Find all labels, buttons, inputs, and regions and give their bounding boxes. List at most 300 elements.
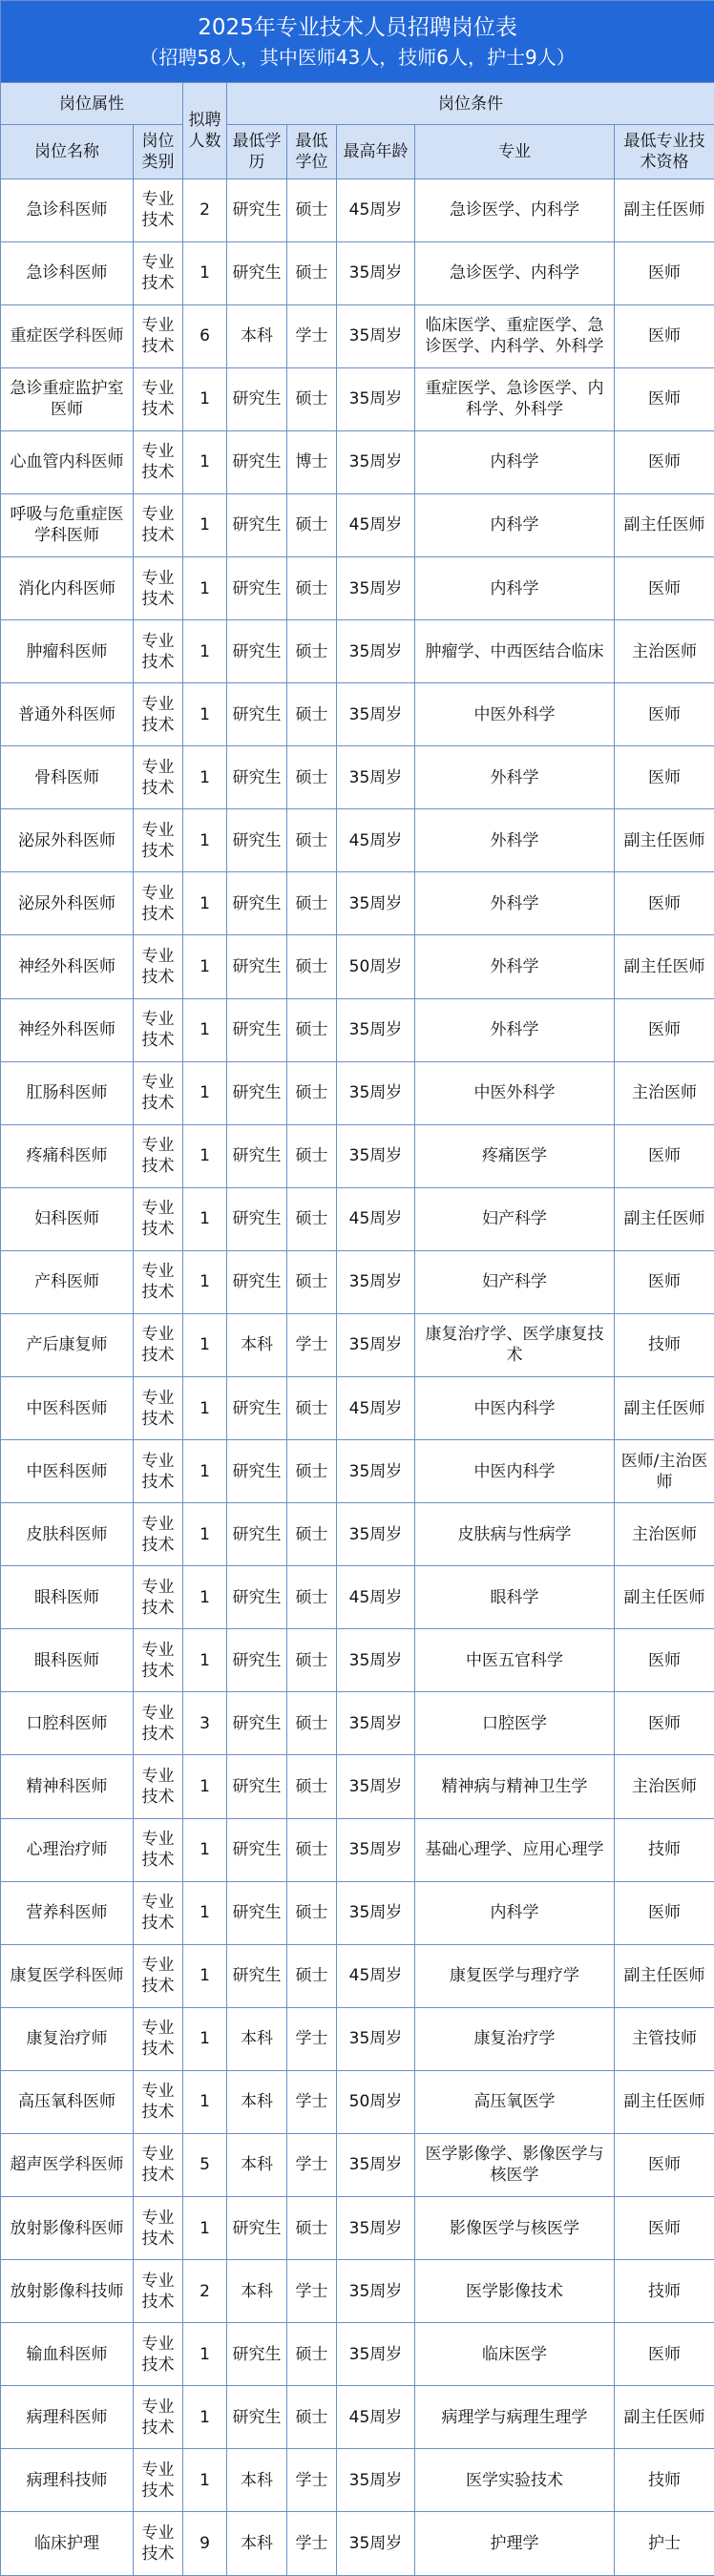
cell-major: 内科学	[415, 493, 615, 556]
cell-position-name: 心血管内科医师	[1, 430, 134, 493]
cell-position-name: 泌尿外科医师	[1, 872, 134, 935]
cell-position-name: 产后康复师	[1, 1313, 134, 1376]
cell-major: 口腔医学	[415, 1692, 615, 1755]
cell-max-age: 35周岁	[337, 367, 415, 430]
table-row	[1, 1313, 714, 1376]
cell-max-age: 35周岁	[337, 746, 415, 809]
cell-min-education: 本科	[227, 2070, 287, 2133]
cell-headcount: 1	[183, 1377, 227, 1440]
cell-min-qualification: 技师	[615, 1313, 714, 1376]
cell-position-category: 专业技术	[134, 2007, 183, 2070]
cell-position-name: 眼科医师	[1, 1566, 134, 1629]
cell-max-age: 35周岁	[337, 430, 415, 493]
cell-min-education: 研究生	[227, 809, 287, 872]
cell-major: 中医外科学	[415, 1061, 615, 1124]
cell-position-category: 专业技术	[134, 2197, 183, 2260]
cell-max-age: 45周岁	[337, 1377, 415, 1440]
cell-min-qualification: 技师	[615, 2260, 714, 2323]
cell-min-education: 研究生	[227, 1944, 287, 2007]
cell-position-name: 肛肠科医师	[1, 1061, 134, 1124]
header-position-name: 岗位名称	[1, 125, 134, 178]
cell-major: 病理学与病理生理学	[415, 2386, 615, 2449]
cell-max-age: 35周岁	[337, 1124, 415, 1187]
cell-max-age: 35周岁	[337, 872, 415, 935]
cell-position-category: 专业技术	[134, 1440, 183, 1503]
cell-major: 疼痛医学	[415, 1124, 615, 1187]
table-row	[1, 1061, 714, 1124]
cell-min-degree: 硕士	[287, 1944, 337, 2007]
cell-min-education: 本科	[227, 2449, 287, 2512]
table-row	[1, 2449, 714, 2512]
table-row	[1, 1566, 714, 1629]
cell-position-category: 专业技术	[134, 2133, 183, 2196]
table-row	[1, 1818, 714, 1881]
cell-headcount: 1	[183, 241, 227, 304]
cell-min-qualification: 医师	[615, 367, 714, 430]
cell-headcount: 1	[183, 620, 227, 683]
cell-position-category: 专业技术	[134, 1061, 183, 1124]
table-row	[1, 809, 714, 872]
cell-major: 急诊医学、内科学	[415, 241, 615, 304]
cell-position-category: 专业技术	[134, 2386, 183, 2449]
cell-min-degree: 学士	[287, 1313, 337, 1376]
cell-min-degree: 硕士	[287, 1818, 337, 1881]
cell-position-name: 中医科医师	[1, 1377, 134, 1440]
table-row	[1, 2070, 714, 2133]
table-row	[1, 304, 714, 367]
cell-min-education: 研究生	[227, 1881, 287, 1944]
table-row	[1, 998, 714, 1061]
cell-position-name: 放射影像科医师	[1, 2197, 134, 2260]
cell-major: 内科学	[415, 430, 615, 493]
cell-major: 基础心理学、应用心理学	[415, 1818, 615, 1881]
table-row	[1, 178, 714, 241]
table-row	[1, 430, 714, 493]
cell-headcount: 1	[183, 1313, 227, 1376]
cell-max-age: 35周岁	[337, 241, 415, 304]
cell-position-category: 专业技术	[134, 2323, 183, 2386]
cell-position-category: 专业技术	[134, 304, 183, 367]
cell-position-name: 产科医师	[1, 1250, 134, 1313]
header-min-degree: 最低学位	[287, 125, 337, 178]
cell-position-category: 专业技术	[134, 178, 183, 241]
cell-position-category: 专业技术	[134, 241, 183, 304]
cell-major: 外科学	[415, 746, 615, 809]
cell-major: 重症医学、急诊医学、内科学、外科学	[415, 367, 615, 430]
table-row	[1, 1440, 714, 1503]
cell-min-qualification: 技师	[615, 1818, 714, 1881]
cell-min-degree: 学士	[287, 2133, 337, 2196]
cell-max-age: 35周岁	[337, 683, 415, 746]
cell-headcount: 1	[183, 2323, 227, 2386]
cell-headcount: 1	[183, 746, 227, 809]
table-row	[1, 1629, 714, 1692]
cell-min-degree: 硕士	[287, 178, 337, 241]
cell-min-education: 研究生	[227, 1692, 287, 1755]
table-row	[1, 746, 714, 809]
cell-min-qualification: 医师	[615, 1629, 714, 1692]
cell-position-name: 消化内科医师	[1, 557, 134, 620]
cell-position-name: 妇科医师	[1, 1187, 134, 1250]
cell-max-age: 35周岁	[337, 1881, 415, 1944]
cell-min-education: 研究生	[227, 1629, 287, 1692]
cell-min-qualification: 副主任医师	[615, 2386, 714, 2449]
cell-min-qualification: 主治医师	[615, 620, 714, 683]
cell-min-degree: 硕士	[287, 1250, 337, 1313]
cell-headcount: 9	[183, 2512, 227, 2576]
cell-headcount: 5	[183, 2133, 227, 2196]
cell-min-degree: 硕士	[287, 620, 337, 683]
cell-headcount: 1	[183, 1061, 227, 1124]
cell-min-degree: 硕士	[287, 683, 337, 746]
cell-min-qualification: 主管技师	[615, 2007, 714, 2070]
cell-position-category: 专业技术	[134, 620, 183, 683]
table-row	[1, 2323, 714, 2386]
cell-min-education: 研究生	[227, 2323, 287, 2386]
cell-position-name: 神经外科医师	[1, 935, 134, 998]
cell-position-name: 病理科医师	[1, 2386, 134, 2449]
cell-position-name: 神经外科医师	[1, 998, 134, 1061]
cell-max-age: 35周岁	[337, 620, 415, 683]
cell-min-degree: 硕士	[287, 493, 337, 556]
cell-min-education: 研究生	[227, 557, 287, 620]
cell-max-age: 35周岁	[337, 1503, 415, 1566]
cell-max-age: 50周岁	[337, 935, 415, 998]
header-max-age: 最高年龄	[337, 125, 415, 178]
header-major: 专业	[415, 125, 615, 178]
cell-min-degree: 硕士	[287, 1881, 337, 1944]
cell-min-education: 本科	[227, 2133, 287, 2196]
cell-min-qualification: 副主任医师	[615, 809, 714, 872]
cell-min-education: 研究生	[227, 1124, 287, 1187]
table-row	[1, 1187, 714, 1250]
cell-major: 医学影像学、影像医学与核医学	[415, 2133, 615, 2196]
cell-headcount: 1	[183, 430, 227, 493]
cell-min-degree: 硕士	[287, 1692, 337, 1755]
cell-headcount: 1	[183, 2007, 227, 2070]
cell-min-qualification: 医师	[615, 2133, 714, 2196]
cell-position-name: 康复治疗师	[1, 2007, 134, 2070]
cell-min-qualification: 主治医师	[615, 1503, 714, 1566]
table-row	[1, 2386, 714, 2449]
cell-min-education: 研究生	[227, 1187, 287, 1250]
cell-min-education: 研究生	[227, 998, 287, 1061]
cell-min-education: 研究生	[227, 935, 287, 998]
cell-major: 外科学	[415, 998, 615, 1061]
cell-major: 眼科学	[415, 1566, 615, 1629]
cell-min-degree: 硕士	[287, 746, 337, 809]
header-position-attributes: 岗位属性	[1, 83, 183, 125]
cell-headcount: 1	[183, 367, 227, 430]
cell-position-category: 专业技术	[134, 367, 183, 430]
title-row	[1, 1, 714, 83]
header-row-columns	[1, 125, 714, 178]
cell-max-age: 35周岁	[337, 557, 415, 620]
cell-position-name: 输血科医师	[1, 2323, 134, 2386]
header-min-education: 最低学历	[227, 125, 287, 178]
cell-major: 内科学	[415, 1881, 615, 1944]
table-row	[1, 493, 714, 556]
cell-major: 内科学	[415, 557, 615, 620]
cell-max-age: 45周岁	[337, 1566, 415, 1629]
cell-min-degree: 硕士	[287, 2386, 337, 2449]
table-row	[1, 1503, 714, 1566]
cell-min-education: 本科	[227, 304, 287, 367]
cell-max-age: 35周岁	[337, 2133, 415, 2196]
table-subtitle: （招聘58人，其中医师43人，技师6人，护士9人）	[139, 45, 576, 69]
cell-position-name: 病理科技师	[1, 2449, 134, 2512]
cell-position-name: 疼痛科医师	[1, 1124, 134, 1187]
cell-max-age: 35周岁	[337, 2007, 415, 2070]
header-position-conditions: 岗位条件	[227, 83, 714, 125]
cell-headcount: 1	[183, 1755, 227, 1818]
cell-min-qualification: 医师	[615, 683, 714, 746]
table-row	[1, 2133, 714, 2196]
table-row	[1, 1755, 714, 1818]
cell-position-category: 专业技术	[134, 1755, 183, 1818]
cell-headcount: 1	[183, 2449, 227, 2512]
cell-position-category: 专业技术	[134, 683, 183, 746]
cell-min-degree: 硕士	[287, 1061, 337, 1124]
cell-min-education: 研究生	[227, 1377, 287, 1440]
cell-position-category: 专业技术	[134, 998, 183, 1061]
cell-max-age: 35周岁	[337, 2323, 415, 2386]
header-row-group	[1, 83, 714, 125]
cell-min-education: 研究生	[227, 746, 287, 809]
cell-position-category: 专业技术	[134, 1503, 183, 1566]
cell-major: 护理学	[415, 2512, 615, 2576]
cell-major: 中医内科学	[415, 1377, 615, 1440]
cell-position-category: 专业技术	[134, 2260, 183, 2323]
cell-max-age: 35周岁	[337, 1061, 415, 1124]
cell-headcount: 1	[183, 809, 227, 872]
cell-headcount: 1	[183, 1124, 227, 1187]
cell-position-category: 专业技术	[134, 1692, 183, 1755]
cell-position-name: 普通外科医师	[1, 683, 134, 746]
cell-headcount: 1	[183, 2386, 227, 2449]
cell-headcount: 3	[183, 1692, 227, 1755]
cell-min-education: 研究生	[227, 430, 287, 493]
cell-min-education: 研究生	[227, 872, 287, 935]
cell-headcount: 1	[183, 1818, 227, 1881]
cell-min-qualification: 医师	[615, 1692, 714, 1755]
cell-min-qualification: 护士	[615, 2512, 714, 2576]
cell-min-degree: 学士	[287, 2007, 337, 2070]
cell-major: 急诊医学、内科学	[415, 178, 615, 241]
table-row	[1, 683, 714, 746]
header-min-qualification: 最低专业技术资格	[615, 125, 714, 178]
cell-min-education: 本科	[227, 2260, 287, 2323]
cell-major: 精神病与精神卫生学	[415, 1755, 615, 1818]
cell-max-age: 35周岁	[337, 1692, 415, 1755]
cell-position-name: 放射影像科技师	[1, 2260, 134, 2323]
cell-position-name: 急诊科医师	[1, 241, 134, 304]
cell-position-category: 专业技术	[134, 872, 183, 935]
table-title-cell	[1, 1, 714, 83]
cell-min-education: 研究生	[227, 1818, 287, 1881]
cell-min-qualification: 副主任医师	[615, 1566, 714, 1629]
cell-min-degree: 硕士	[287, 935, 337, 998]
cell-position-category: 专业技术	[134, 2512, 183, 2576]
cell-max-age: 35周岁	[337, 304, 415, 367]
cell-min-qualification: 主治医师	[615, 1755, 714, 1818]
cell-major: 高压氧医学	[415, 2070, 615, 2133]
cell-min-qualification: 副主任医师	[615, 1187, 714, 1250]
cell-major: 医学影像技术	[415, 2260, 615, 2323]
cell-headcount: 1	[183, 683, 227, 746]
cell-position-name: 精神科医师	[1, 1755, 134, 1818]
cell-max-age: 35周岁	[337, 1313, 415, 1376]
cell-position-category: 专业技术	[134, 1313, 183, 1376]
cell-min-degree: 硕士	[287, 1124, 337, 1187]
cell-min-degree: 硕士	[287, 1629, 337, 1692]
cell-min-qualification: 副主任医师	[615, 178, 714, 241]
cell-min-qualification: 医师/主治医师	[615, 1440, 714, 1503]
table-row	[1, 1124, 714, 1187]
cell-position-category: 专业技术	[134, 1566, 183, 1629]
cell-max-age: 45周岁	[337, 2386, 415, 2449]
cell-min-qualification: 医师	[615, 1124, 714, 1187]
cell-headcount: 1	[183, 998, 227, 1061]
table-row	[1, 1250, 714, 1313]
cell-min-education: 研究生	[227, 1503, 287, 1566]
table-row	[1, 557, 714, 620]
cell-min-degree: 硕士	[287, 1187, 337, 1250]
cell-max-age: 35周岁	[337, 2512, 415, 2576]
cell-min-degree: 学士	[287, 2070, 337, 2133]
cell-position-category: 专业技术	[134, 746, 183, 809]
cell-position-name: 皮肤科医师	[1, 1503, 134, 1566]
cell-major: 康复医学与理疗学	[415, 1944, 615, 2007]
table-row	[1, 2512, 714, 2576]
cell-min-qualification: 副主任医师	[615, 493, 714, 556]
cell-min-degree: 硕士	[287, 2197, 337, 2260]
cell-min-degree: 博士	[287, 430, 337, 493]
cell-min-qualification: 医师	[615, 241, 714, 304]
cell-headcount: 1	[183, 1944, 227, 2007]
cell-position-name: 临床护理	[1, 2512, 134, 2576]
cell-max-age: 35周岁	[337, 1629, 415, 1692]
cell-min-education: 研究生	[227, 1755, 287, 1818]
cell-position-category: 专业技术	[134, 430, 183, 493]
cell-position-category: 专业技术	[134, 493, 183, 556]
cell-max-age: 50周岁	[337, 2070, 415, 2133]
table-row	[1, 2007, 714, 2070]
cell-min-degree: 硕士	[287, 241, 337, 304]
cell-headcount: 1	[183, 2070, 227, 2133]
cell-headcount: 1	[183, 557, 227, 620]
cell-min-degree: 学士	[287, 2512, 337, 2576]
header-headcount: 拟聘人数	[183, 83, 227, 178]
cell-position-name: 重症医学科医师	[1, 304, 134, 367]
cell-position-name: 超声医学科医师	[1, 2133, 134, 2196]
cell-major: 康复治疗学、医学康复技术	[415, 1313, 615, 1376]
cell-headcount: 1	[183, 872, 227, 935]
table-row	[1, 241, 714, 304]
cell-position-category: 专业技术	[134, 1629, 183, 1692]
cell-max-age: 45周岁	[337, 1187, 415, 1250]
cell-min-degree: 硕士	[287, 809, 337, 872]
cell-min-degree: 硕士	[287, 367, 337, 430]
cell-headcount: 1	[183, 1250, 227, 1313]
cell-min-qualification: 医师	[615, 2197, 714, 2260]
table-row	[1, 872, 714, 935]
cell-max-age: 35周岁	[337, 2197, 415, 2260]
table-row	[1, 620, 714, 683]
cell-position-name: 心理治疗师	[1, 1818, 134, 1881]
cell-min-education: 研究生	[227, 2197, 287, 2260]
cell-headcount: 2	[183, 2260, 227, 2323]
cell-min-education: 研究生	[227, 367, 287, 430]
cell-headcount: 1	[183, 2197, 227, 2260]
cell-min-qualification: 技师	[615, 2449, 714, 2512]
cell-min-qualification: 副主任医师	[615, 2070, 714, 2133]
cell-major: 妇产科学	[415, 1250, 615, 1313]
cell-position-category: 专业技术	[134, 1944, 183, 2007]
cell-position-category: 专业技术	[134, 935, 183, 998]
cell-major: 中医内科学	[415, 1440, 615, 1503]
cell-min-degree: 硕士	[287, 1503, 337, 1566]
cell-position-category: 专业技术	[134, 2449, 183, 2512]
cell-headcount: 1	[183, 1566, 227, 1629]
cell-min-degree: 硕士	[287, 998, 337, 1061]
cell-position-name: 高压氧科医师	[1, 2070, 134, 2133]
cell-min-education: 研究生	[227, 620, 287, 683]
table-row	[1, 935, 714, 998]
cell-min-degree: 硕士	[287, 872, 337, 935]
table-row	[1, 1944, 714, 2007]
cell-min-education: 研究生	[227, 1250, 287, 1313]
cell-min-qualification: 医师	[615, 872, 714, 935]
cell-position-category: 专业技术	[134, 1881, 183, 1944]
cell-position-category: 专业技术	[134, 1818, 183, 1881]
cell-min-qualification: 医师	[615, 557, 714, 620]
cell-major: 临床医学	[415, 2323, 615, 2386]
cell-max-age: 35周岁	[337, 1250, 415, 1313]
cell-position-category: 专业技术	[134, 557, 183, 620]
cell-min-qualification: 医师	[615, 304, 714, 367]
table-title: 2025年专业技术人员招聘岗位表	[198, 14, 517, 40]
cell-min-degree: 硕士	[287, 2323, 337, 2386]
table-row	[1, 1881, 714, 1944]
cell-min-qualification: 医师	[615, 430, 714, 493]
cell-min-degree: 学士	[287, 2260, 337, 2323]
cell-min-qualification: 副主任医师	[615, 1377, 714, 1440]
cell-max-age: 45周岁	[337, 178, 415, 241]
cell-major: 肿瘤学、中西医结合临床	[415, 620, 615, 683]
cell-min-education: 研究生	[227, 1440, 287, 1503]
cell-min-degree: 学士	[287, 2449, 337, 2512]
cell-min-education: 本科	[227, 2007, 287, 2070]
cell-min-degree: 硕士	[287, 1566, 337, 1629]
cell-min-education: 本科	[227, 1313, 287, 1376]
cell-min-qualification: 副主任医师	[615, 1944, 714, 2007]
cell-major: 外科学	[415, 872, 615, 935]
cell-max-age: 35周岁	[337, 1818, 415, 1881]
cell-min-education: 研究生	[227, 241, 287, 304]
cell-headcount: 1	[183, 1440, 227, 1503]
cell-min-education: 研究生	[227, 683, 287, 746]
cell-min-degree: 硕士	[287, 557, 337, 620]
cell-position-name: 呼吸与危重症医学科医师	[1, 493, 134, 556]
cell-headcount: 2	[183, 178, 227, 241]
cell-major: 中医五官科学	[415, 1629, 615, 1692]
cell-position-name: 泌尿外科医师	[1, 809, 134, 872]
cell-major: 临床医学、重症医学、急诊医学、内科学、外科学	[415, 304, 615, 367]
cell-min-degree: 硕士	[287, 1755, 337, 1818]
cell-major: 影像医学与核医学	[415, 2197, 615, 2260]
cell-headcount: 1	[183, 493, 227, 556]
